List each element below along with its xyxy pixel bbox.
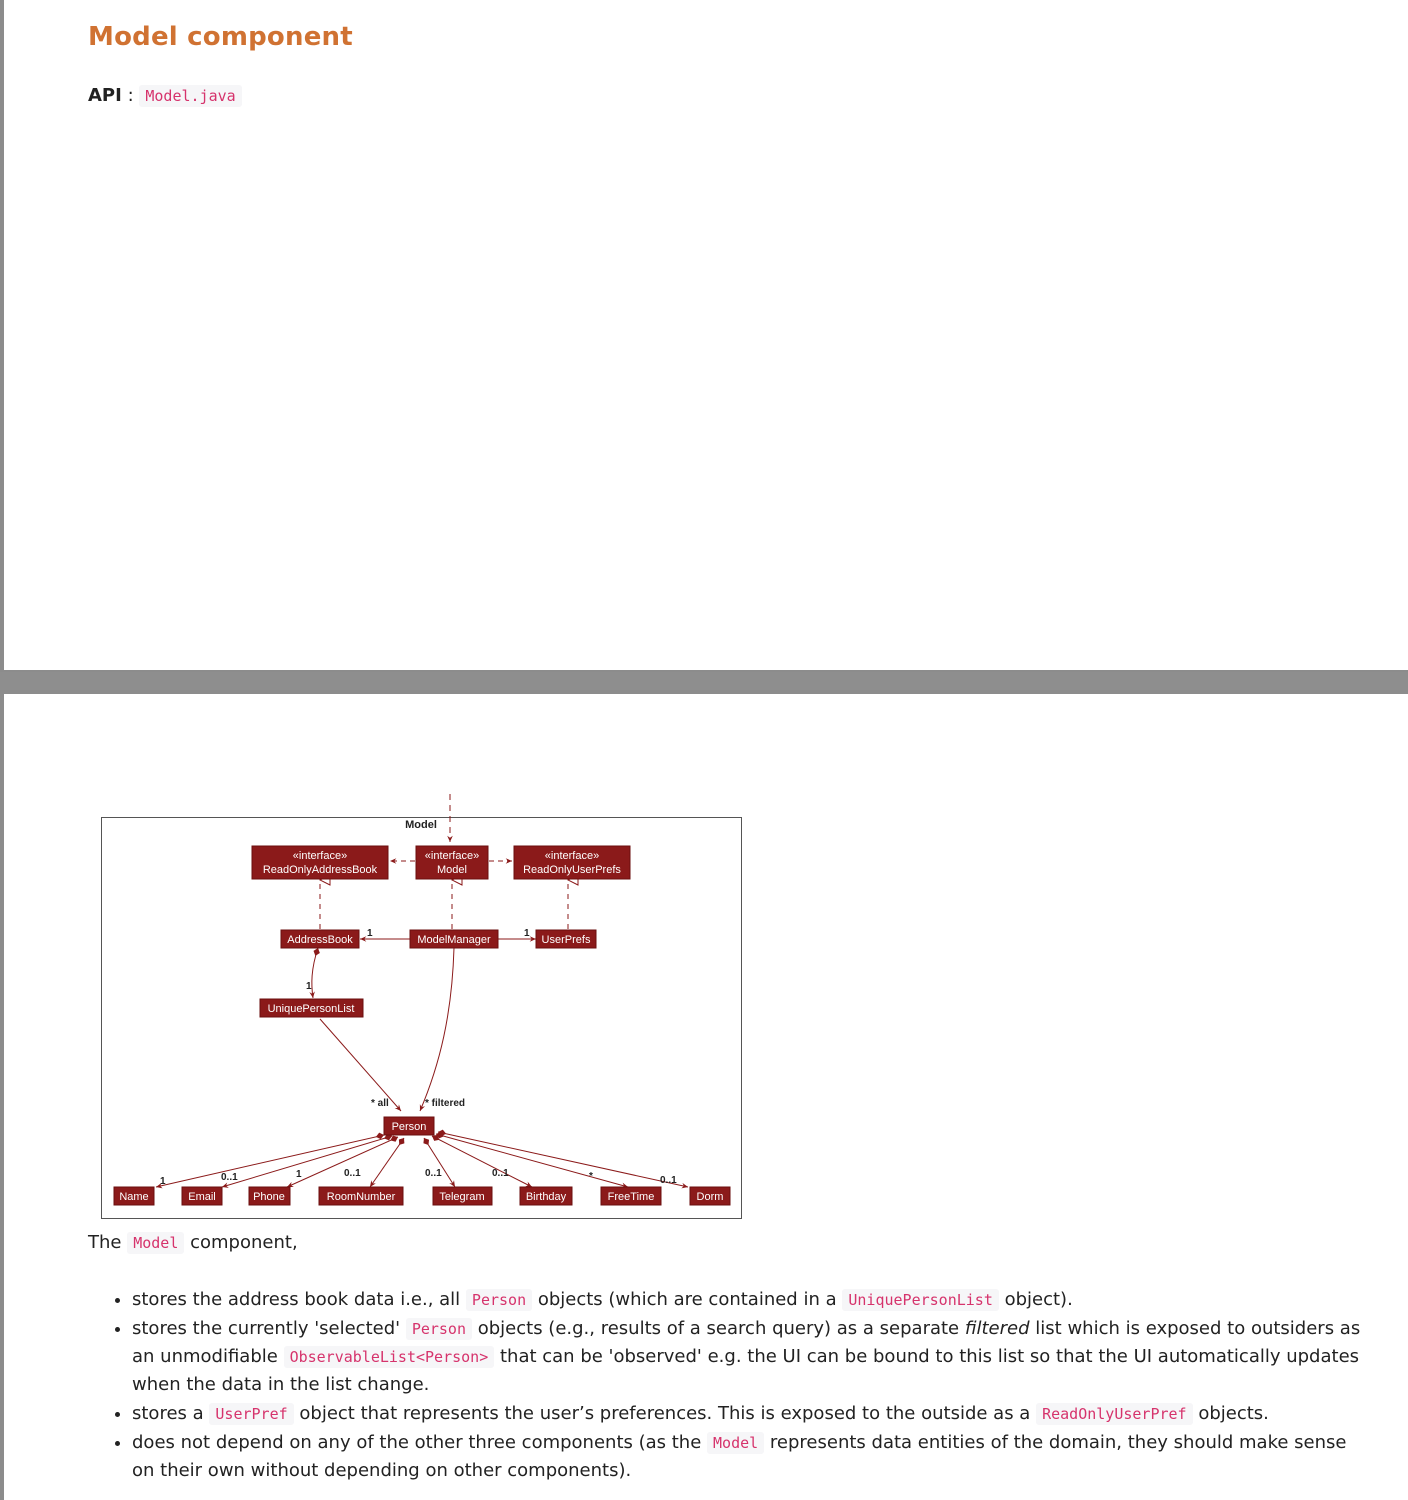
node-name xyxy=(114,1187,154,1205)
mult-addressbook-list: 1 xyxy=(306,981,312,992)
svg-text:ReadOnlyAddressBook: ReadOnlyAddressBook xyxy=(262,864,378,876)
page-gap xyxy=(0,672,1408,690)
node-modelmanager xyxy=(410,930,498,948)
description-lead xyxy=(88,1232,298,1253)
api-label: API xyxy=(88,85,122,106)
svg-text:«interface»: «interface» xyxy=(544,850,600,862)
svg-text:ReadOnlyUserPrefs: ReadOnlyUserPrefs xyxy=(523,864,621,876)
page-title: Model component xyxy=(88,22,353,52)
package-label: Model xyxy=(405,819,437,831)
emphasis-filtered: filtered xyxy=(964,1318,1030,1339)
lead-text-pre: The xyxy=(88,1232,122,1253)
mult-email: 0..1 xyxy=(221,1172,238,1183)
list-item: • does not depend on any of the other three components (as the Model represents data entities of the domain, they should make sense on their own without depending on other components). xyxy=(132,1429,1372,1485)
node-model-interface xyxy=(416,846,488,879)
list-item: • stores the address book data i.e., all Person objects (which are contained in a UniquePersonList object). xyxy=(132,1286,1372,1314)
node-readonly-addressbook xyxy=(252,846,388,879)
node-birthday xyxy=(520,1187,572,1205)
node-roomnumber xyxy=(319,1187,403,1205)
mult-manager-addressbook: 1 xyxy=(367,928,373,939)
svg-text:Email: Email xyxy=(188,1191,216,1203)
svg-text:Name: Name xyxy=(119,1191,149,1203)
mult-dorm: 0..1 xyxy=(660,1175,677,1186)
mult-phone: 1 xyxy=(296,1169,302,1180)
svg-text:ModelManager: ModelManager xyxy=(417,934,491,946)
model-class-diagram xyxy=(4,694,1408,1234)
api-colon: : xyxy=(127,85,134,106)
mult-manager-userprefs: 1 xyxy=(524,928,530,939)
node-person xyxy=(384,1117,434,1135)
svg-text:Telegram: Telegram xyxy=(439,1191,485,1203)
code-model: Model xyxy=(707,1432,764,1454)
code-unique-person-list: UniquePersonList xyxy=(842,1289,999,1311)
mult-roomnumber: 0..1 xyxy=(344,1168,361,1179)
node-addressbook xyxy=(281,930,359,948)
mult-birthday: 0..1 xyxy=(492,1168,509,1179)
mult-freetime: * xyxy=(589,1171,593,1182)
mult-name: 1 xyxy=(160,1176,166,1187)
lead-code-model: Model xyxy=(127,1232,184,1254)
code-observable-list: ObservableList<Person> xyxy=(284,1346,495,1368)
svg-text:Person: Person xyxy=(391,1121,427,1133)
page-2 xyxy=(4,694,1408,1500)
svg-text:Birthday: Birthday xyxy=(525,1191,567,1203)
svg-text:«interface»: «interface» xyxy=(292,850,348,862)
code-user-pref: UserPref xyxy=(209,1403,293,1425)
mult-list-person: * all xyxy=(371,1098,389,1109)
mult-telegram: 0..1 xyxy=(425,1168,442,1179)
node-dorm xyxy=(690,1187,730,1205)
page-1 xyxy=(4,0,1408,670)
node-uniquepersonlist xyxy=(260,999,363,1017)
svg-text:RoomNumber: RoomNumber xyxy=(326,1191,396,1203)
svg-text:Model: Model xyxy=(437,864,467,876)
svg-text:AddressBook: AddressBook xyxy=(287,934,353,946)
mult-manager-person: * filtered xyxy=(425,1098,466,1109)
node-email xyxy=(182,1187,222,1205)
node-freetime xyxy=(601,1187,661,1205)
node-userprefs xyxy=(536,930,596,948)
api-line xyxy=(88,85,242,106)
responsibility-list xyxy=(88,1286,1372,1486)
svg-text:Phone: Phone xyxy=(253,1191,285,1203)
lead-text-post: component, xyxy=(190,1232,298,1253)
code-read-only-user-pref: ReadOnlyUserPref xyxy=(1036,1403,1193,1425)
svg-text:FreeTime: FreeTime xyxy=(607,1191,655,1203)
svg-text:UniquePersonList: UniquePersonList xyxy=(267,1003,355,1015)
api-link[interactable]: Model.java xyxy=(139,85,241,107)
node-phone xyxy=(249,1187,290,1205)
svg-text:Dorm: Dorm xyxy=(696,1191,724,1203)
svg-text:UserPrefs: UserPrefs xyxy=(541,934,591,946)
list-item: • stores a UserPref object that represents the user’s preferences. This is exposed to the outside as a ReadOnlyUserPref objects. xyxy=(132,1400,1372,1428)
code-person: Person xyxy=(406,1318,472,1340)
node-readonly-userprefs xyxy=(514,846,630,879)
code-person: Person xyxy=(466,1289,532,1311)
list-item: • stores the currently 'selected' Person objects (e.g., results of a search query) as a separate filtered list which is exposed to outsiders as an unmodifiable ObservableList<Person> that can be 'observed' e.g. the UI can be bound to this list so that the UI automatically updates when the data in the list change. xyxy=(132,1315,1372,1399)
svg-text:«interface»: «interface» xyxy=(424,850,480,862)
node-telegram xyxy=(433,1187,492,1205)
